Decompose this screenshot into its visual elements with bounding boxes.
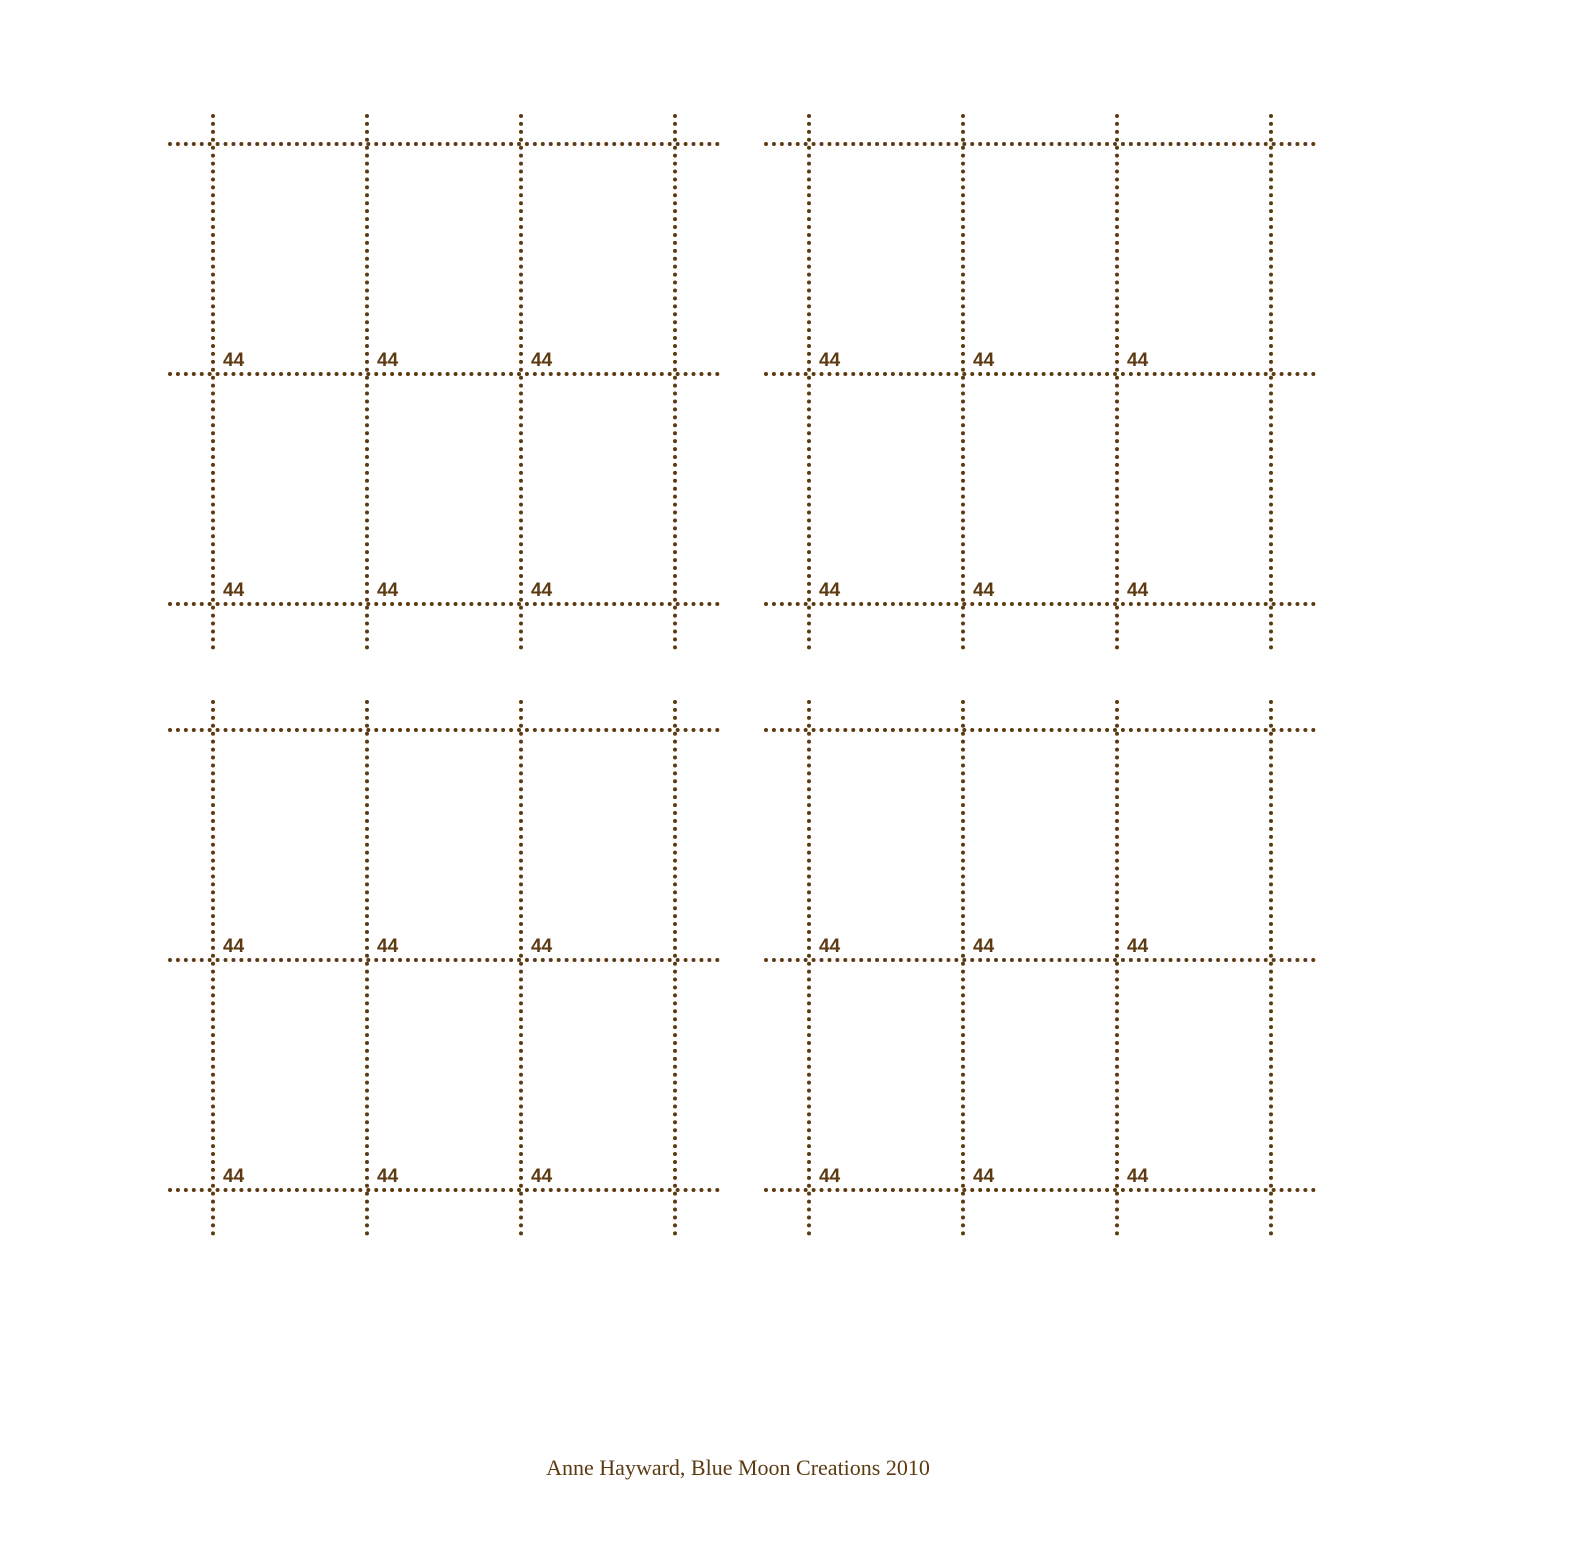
cell-number-label: 44 xyxy=(1127,936,1149,957)
cell-number-label: 44 xyxy=(377,936,399,957)
vertical-cut-line xyxy=(519,700,523,1236)
cell-number-label: 44 xyxy=(531,936,553,957)
cell-number-label: 44 xyxy=(223,350,245,371)
vertical-cut-line xyxy=(365,114,369,650)
cell-number-label: 44 xyxy=(531,580,553,601)
cell-number-label: 44 xyxy=(223,1166,245,1187)
vertical-cut-line xyxy=(1269,114,1273,650)
cell-number-label: 44 xyxy=(1127,350,1149,371)
horizontal-cut-line xyxy=(168,728,720,732)
vertical-cut-line xyxy=(1269,700,1273,1236)
horizontal-cut-line xyxy=(168,142,720,146)
cell-number-label: 44 xyxy=(1127,1166,1149,1187)
card-grid-top-right xyxy=(764,114,1316,650)
vertical-cut-line xyxy=(961,700,965,1236)
cell-number-label: 44 xyxy=(1127,580,1149,601)
card-grid-bottom-right xyxy=(764,700,1316,1236)
cell-number-label: 44 xyxy=(973,350,995,371)
vertical-cut-line xyxy=(519,114,523,650)
horizontal-cut-line xyxy=(764,142,1316,146)
cell-number-label: 44 xyxy=(819,580,841,601)
horizontal-cut-line xyxy=(764,602,1316,606)
cell-number-label: 44 xyxy=(973,1166,995,1187)
vertical-cut-line xyxy=(961,114,965,650)
vertical-cut-line xyxy=(365,700,369,1236)
vertical-cut-line xyxy=(1115,114,1119,650)
cell-number-label: 44 xyxy=(223,936,245,957)
card-grid-bottom-left xyxy=(168,700,720,1236)
cell-number-label: 44 xyxy=(819,1166,841,1187)
vertical-cut-line xyxy=(211,700,215,1236)
horizontal-cut-line xyxy=(764,372,1316,376)
vertical-cut-line xyxy=(1115,700,1119,1236)
horizontal-cut-line xyxy=(168,958,720,962)
cell-number-label: 44 xyxy=(223,580,245,601)
horizontal-cut-line xyxy=(764,1188,1316,1192)
card-grid-top-left xyxy=(168,114,720,650)
horizontal-cut-line xyxy=(168,602,720,606)
horizontal-cut-line xyxy=(168,1188,720,1192)
vertical-cut-line xyxy=(807,700,811,1236)
vertical-cut-line xyxy=(673,700,677,1236)
cell-number-label: 44 xyxy=(377,350,399,371)
vertical-cut-line xyxy=(673,114,677,650)
cell-number-label: 44 xyxy=(531,350,553,371)
horizontal-cut-line xyxy=(764,958,1316,962)
vertical-cut-line xyxy=(807,114,811,650)
vertical-cut-line xyxy=(211,114,215,650)
horizontal-cut-line xyxy=(764,728,1316,732)
cell-number-label: 44 xyxy=(819,936,841,957)
cell-number-label: 44 xyxy=(973,580,995,601)
cell-number-label: 44 xyxy=(819,350,841,371)
cell-number-label: 44 xyxy=(377,1166,399,1187)
credit-line: Anne Hayward, Blue Moon Creations 2010 xyxy=(546,1455,930,1480)
cell-number-label: 44 xyxy=(377,580,399,601)
cell-number-label: 44 xyxy=(531,1166,553,1187)
horizontal-cut-line xyxy=(168,372,720,376)
cell-number-label: 44 xyxy=(973,936,995,957)
